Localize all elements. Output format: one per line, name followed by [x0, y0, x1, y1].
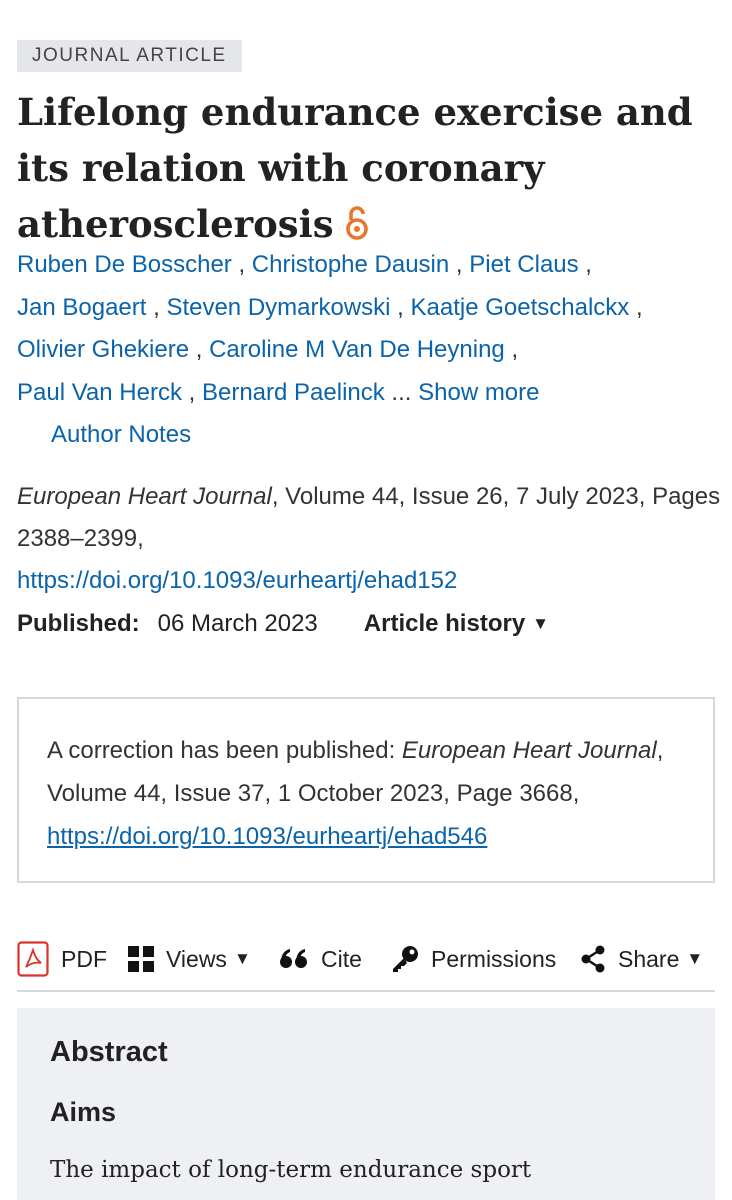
views-label: Views — [166, 945, 227, 972]
caret-down-icon: ▼ — [686, 949, 704, 968]
abstract-text: The impact of long-term endurance sport — [50, 1157, 532, 1183]
author-ellipsis: ... — [391, 378, 412, 406]
cite-label: Cite — [321, 945, 362, 972]
author-link[interactable]: Bernard Paelinck — [201, 378, 385, 406]
share-icon — [580, 945, 606, 973]
views-button[interactable] — [128, 936, 251, 982]
author-list: Ruben De Bosscher , Christophe Dausin , Piet Claus , Jan Bogaert , Steven Dymarkowski , Kaatje Goetschalckx , Olivier Ghekiere , Caroline M Van De Heyning , Paul Van Herck , Bernard Paelinck ... Show more Author Notes — [17, 244, 722, 457]
correction-details: , Volume 44, Issue 37, 1 October 2023, Page 3668, — [47, 737, 664, 807]
published-label: Published: — [17, 610, 140, 637]
article-history-toggle[interactable] — [364, 603, 549, 645]
citation-details: , Volume 44, Issue 26, 7 July 2023, Pages 2388–2399, — [17, 483, 721, 552]
article-title-text: Lifelong endurance exercise and its relation with coronary atherosclerosis — [17, 90, 693, 246]
author-link[interactable]: Caroline M Van De Heyning — [209, 336, 505, 363]
cite-button[interactable] — [279, 936, 362, 982]
permissions-label: Permissions — [431, 945, 557, 972]
pdf-icon — [17, 941, 49, 977]
citation-block — [17, 476, 722, 602]
article-toolbar — [17, 936, 715, 992]
author-link[interactable]: Christophe Dausin — [251, 251, 450, 278]
published-date: 06 March 2023 — [157, 610, 318, 637]
pdf-label: PDF — [61, 945, 107, 972]
author-link[interactable]: Ruben De Bosscher — [17, 251, 232, 278]
author-link[interactable]: Piet Claus — [469, 251, 579, 278]
published-row — [17, 603, 549, 645]
journal-name: European Heart Journal — [17, 483, 272, 510]
correction-journal: European Heart Journal — [401, 737, 657, 764]
show-more-link[interactable]: Show more — [418, 378, 540, 406]
correction-prefix: A correction has been published: — [47, 737, 402, 764]
author-link[interactable]: Steven Dymarkowski — [166, 293, 391, 321]
article-history-label: Article history — [363, 610, 526, 637]
quote-icon — [279, 947, 309, 971]
author-notes-link[interactable]: Author Notes — [51, 421, 192, 448]
share-button[interactable] — [580, 936, 703, 982]
article-title — [17, 84, 717, 256]
correction-notice — [17, 697, 715, 883]
share-label: Share — [618, 945, 680, 972]
article-type-badge: JOURNAL ARTICLE — [17, 40, 242, 72]
permissions-button[interactable] — [391, 936, 556, 982]
pdf-button[interactable] — [17, 936, 107, 982]
caret-down-icon: ▼ — [233, 949, 251, 968]
doi-link[interactable]: https://doi.org/10.1093/eurheartj/ehad152 — [17, 567, 458, 594]
abstract-section — [17, 1008, 715, 1200]
caret-down-icon: ▼ — [532, 614, 549, 633]
correction-doi-link[interactable]: https://doi.org/10.1093/eurheartj/ehad546 — [47, 823, 488, 850]
author-link[interactable]: Paul Van Herck — [17, 378, 182, 406]
grid-icon — [128, 946, 154, 972]
key-icon — [391, 945, 419, 973]
aims-heading: Aims — [50, 1097, 117, 1127]
author-link[interactable]: Kaatje Goetschalckx — [410, 293, 630, 321]
author-link[interactable]: Olivier Ghekiere — [17, 336, 190, 363]
author-link[interactable]: Jan Bogaert — [17, 293, 147, 321]
abstract-heading: Abstract — [50, 1036, 168, 1068]
